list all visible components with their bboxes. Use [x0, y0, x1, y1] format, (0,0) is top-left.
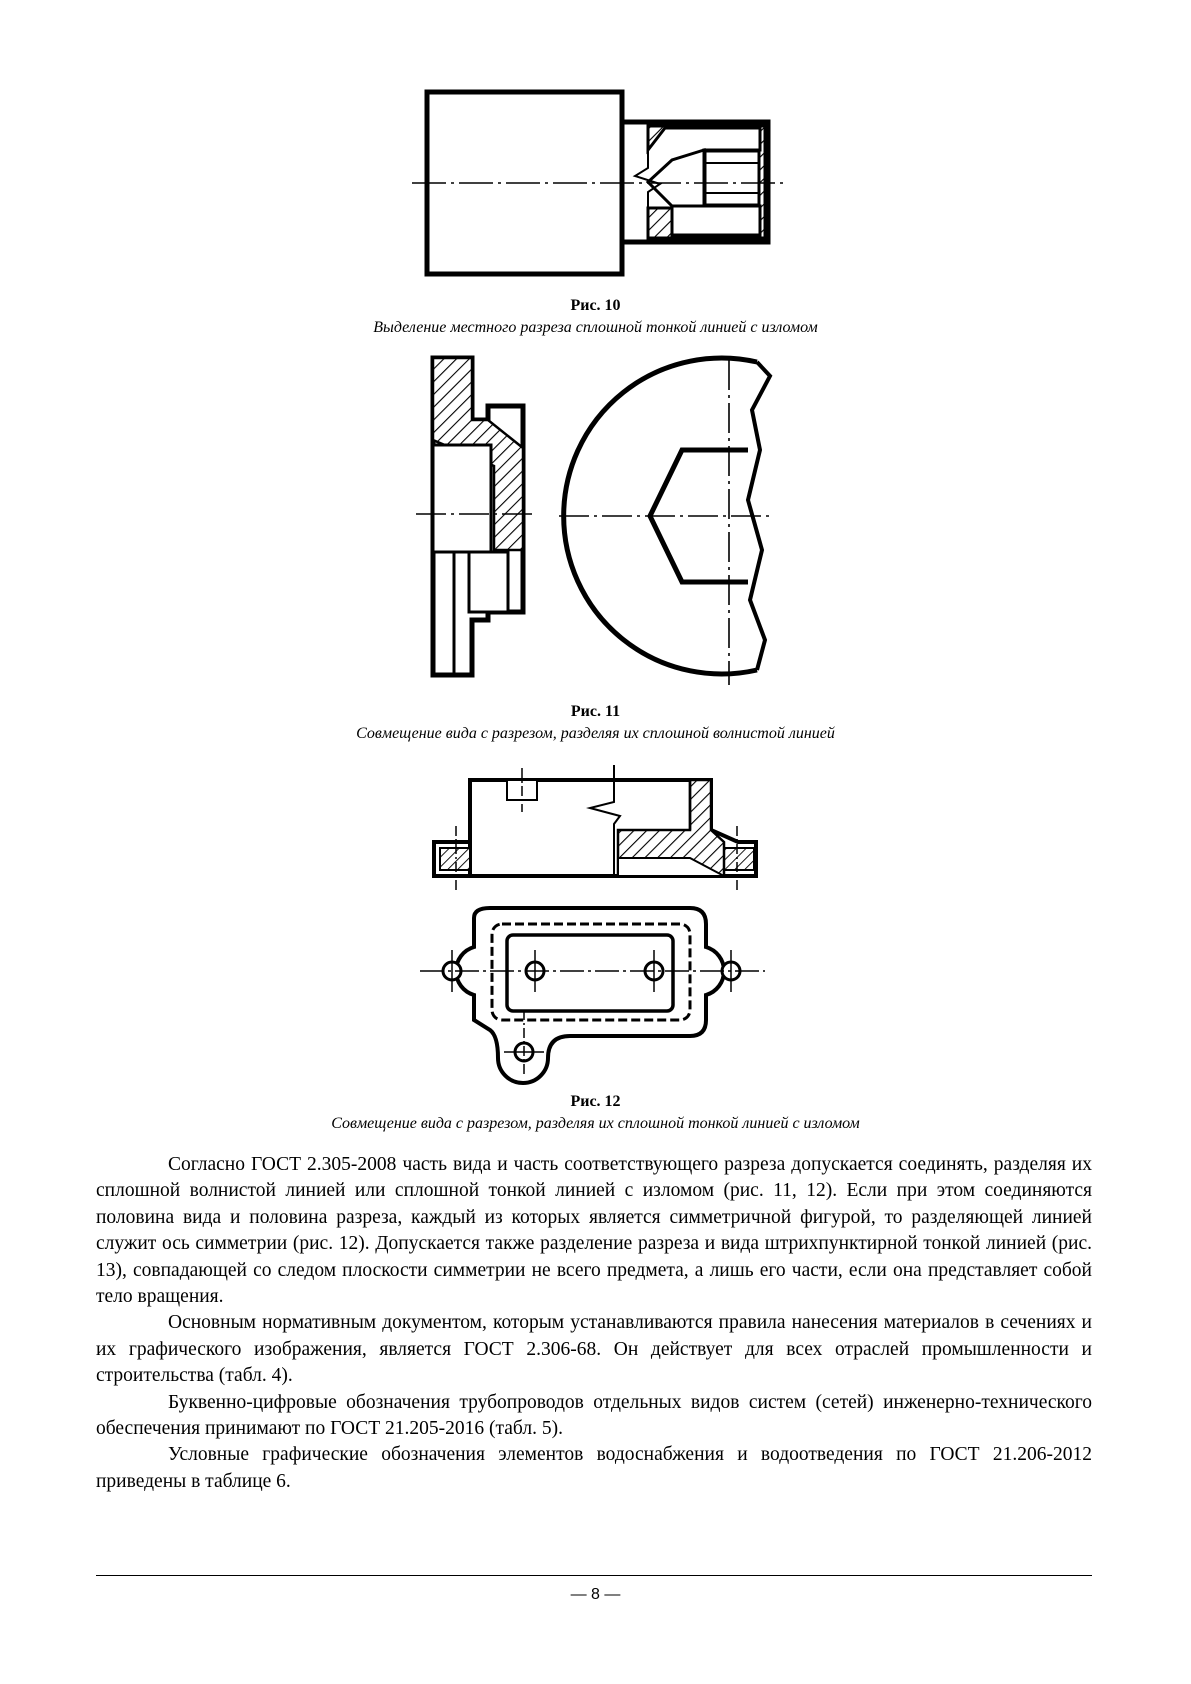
- fig12-front-view: [434, 765, 756, 890]
- fig12-plan-view: [420, 908, 765, 1083]
- figure-12-number: Рис. 12: [570, 1093, 621, 1110]
- footer-rule: [96, 1575, 1092, 1576]
- figure-12-caption: Совмещение вида с разрезом, разделяя их сплошной тонкой линией с изломом: [331, 1115, 860, 1132]
- body-text: [96, 1152, 1092, 1495]
- page-number: — 8 —: [570, 1586, 621, 1603]
- figure-11-number: Рис. 11: [570, 703, 621, 720]
- figure-11-caption: Совмещение вида с разрезом, разделяя их сплошной волнистой линией: [356, 725, 835, 742]
- paragraph-1: Согласно ГОСТ 2.305-2008 часть вида и часть соответствующего разреза допускается соединять, разделяя их сплошной волнистой линией или сплошной тонкой линией с изломом (рис. 11, 12). Если при этом соединяются половина вида и половина разреза, каждый из которых является симметричной фигурой, то разделяющей линией служит ось симметрии (рис. 12). Допускается также разделение разреза и вида штрихпунктирной тонкой линией (рис. 13), совпадающей со следом плоскости симметрии не всего предмета, а лишь его части, если она представляет собой тело вращения.: [96, 1154, 1092, 1308]
- paragraph-4: Условные графические обозначения элементов водоснабжения и водоотведения по ГОСТ 21.206-2012 приведены в таблице 6.: [96, 1444, 1092, 1492]
- paragraph-2: Основным нормативным документом, которым устанавливаются правила нанесения материалов в сечениях и их графического изображения, является ГОСТ 2.306-68. Он действует для всех отраслей промышленности и строительства (табл. 4).: [96, 1312, 1092, 1387]
- figure-10-caption: Выделение местного разреза сплошной тонкой линией с изломом: [373, 319, 818, 336]
- figure-10-number: Рис. 10: [570, 297, 621, 314]
- paragraph-3: Буквенно-цифровые обозначения трубопроводов отдельных видов систем (сетей) инженерно-технического обеспечения принимают по ГОСТ 21.205-2016 (табл. 5).: [96, 1391, 1092, 1440]
